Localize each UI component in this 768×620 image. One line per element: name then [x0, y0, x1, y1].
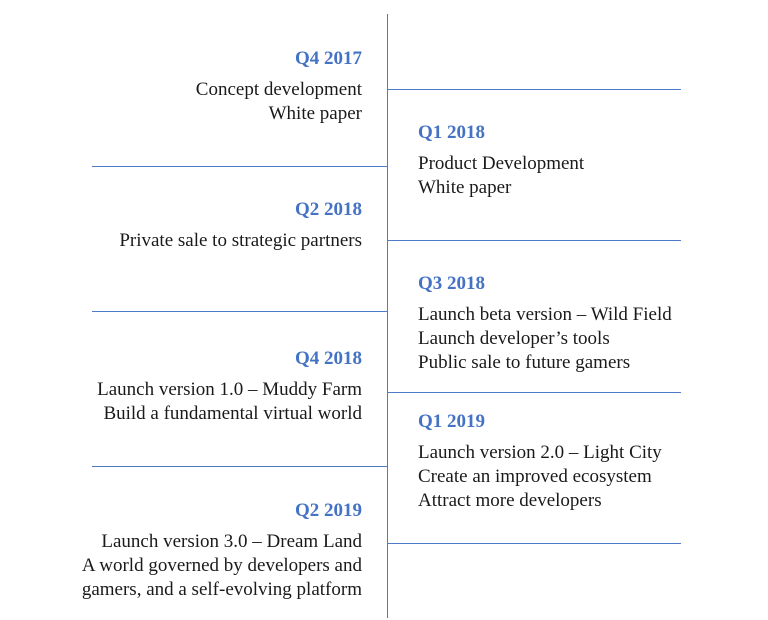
milestone-quarter: Q3 2018	[418, 273, 486, 294]
divider-line	[92, 466, 387, 467]
milestone-item: Launch version 3.0 – Dream Land	[101, 531, 362, 552]
milestone-quarter: Q2 2018	[294, 199, 362, 220]
milestone-item: gamers, and a self-evolving platform	[81, 579, 362, 600]
milestone-item: Product Development	[418, 153, 585, 174]
milestone-q4-2018	[97, 347, 362, 426]
milestone-quarter: Q4 2018	[294, 348, 362, 369]
divider-line	[92, 311, 387, 312]
milestone-q2-2018	[119, 198, 362, 253]
milestone-item: A world governed by developers and	[81, 555, 362, 576]
milestone-quarter: Q2 2019	[294, 500, 362, 521]
milestone-q1-2019	[418, 410, 662, 513]
milestone-item: Private sale to strategic partners	[119, 230, 362, 251]
divider-line	[388, 543, 681, 544]
milestone-item: White paper	[268, 103, 362, 124]
milestone-q1-2018	[418, 121, 584, 200]
milestone-q4-2017	[196, 47, 362, 126]
milestone-item: Launch version 2.0 – Light City	[418, 442, 662, 463]
divider-line	[388, 240, 681, 241]
milestone-q2-2019	[82, 499, 362, 602]
milestone-q3-2018	[418, 272, 672, 375]
divider-line	[92, 166, 387, 167]
milestone-item: Concept development	[195, 79, 362, 100]
timeline-axis	[387, 14, 388, 618]
milestone-item: Launch developer’s tools	[418, 328, 610, 349]
milestone-quarter: Q1 2018	[418, 122, 486, 143]
milestone-item: Build a fundamental virtual world	[103, 403, 362, 424]
milestone-quarter: Q1 2019	[418, 411, 486, 432]
milestone-item: Launch beta version – Wild Field	[418, 304, 672, 325]
milestone-quarter: Q4 2017	[294, 48, 362, 69]
divider-line	[388, 89, 681, 90]
milestone-item: Launch version 1.0 – Muddy Farm	[97, 379, 362, 400]
milestone-item: White paper	[418, 177, 512, 198]
milestone-item: Public sale to future gamers	[418, 352, 631, 373]
milestone-item: Create an improved ecosystem	[418, 466, 652, 487]
milestone-item: Attract more developers	[418, 490, 602, 511]
divider-line	[388, 392, 681, 393]
